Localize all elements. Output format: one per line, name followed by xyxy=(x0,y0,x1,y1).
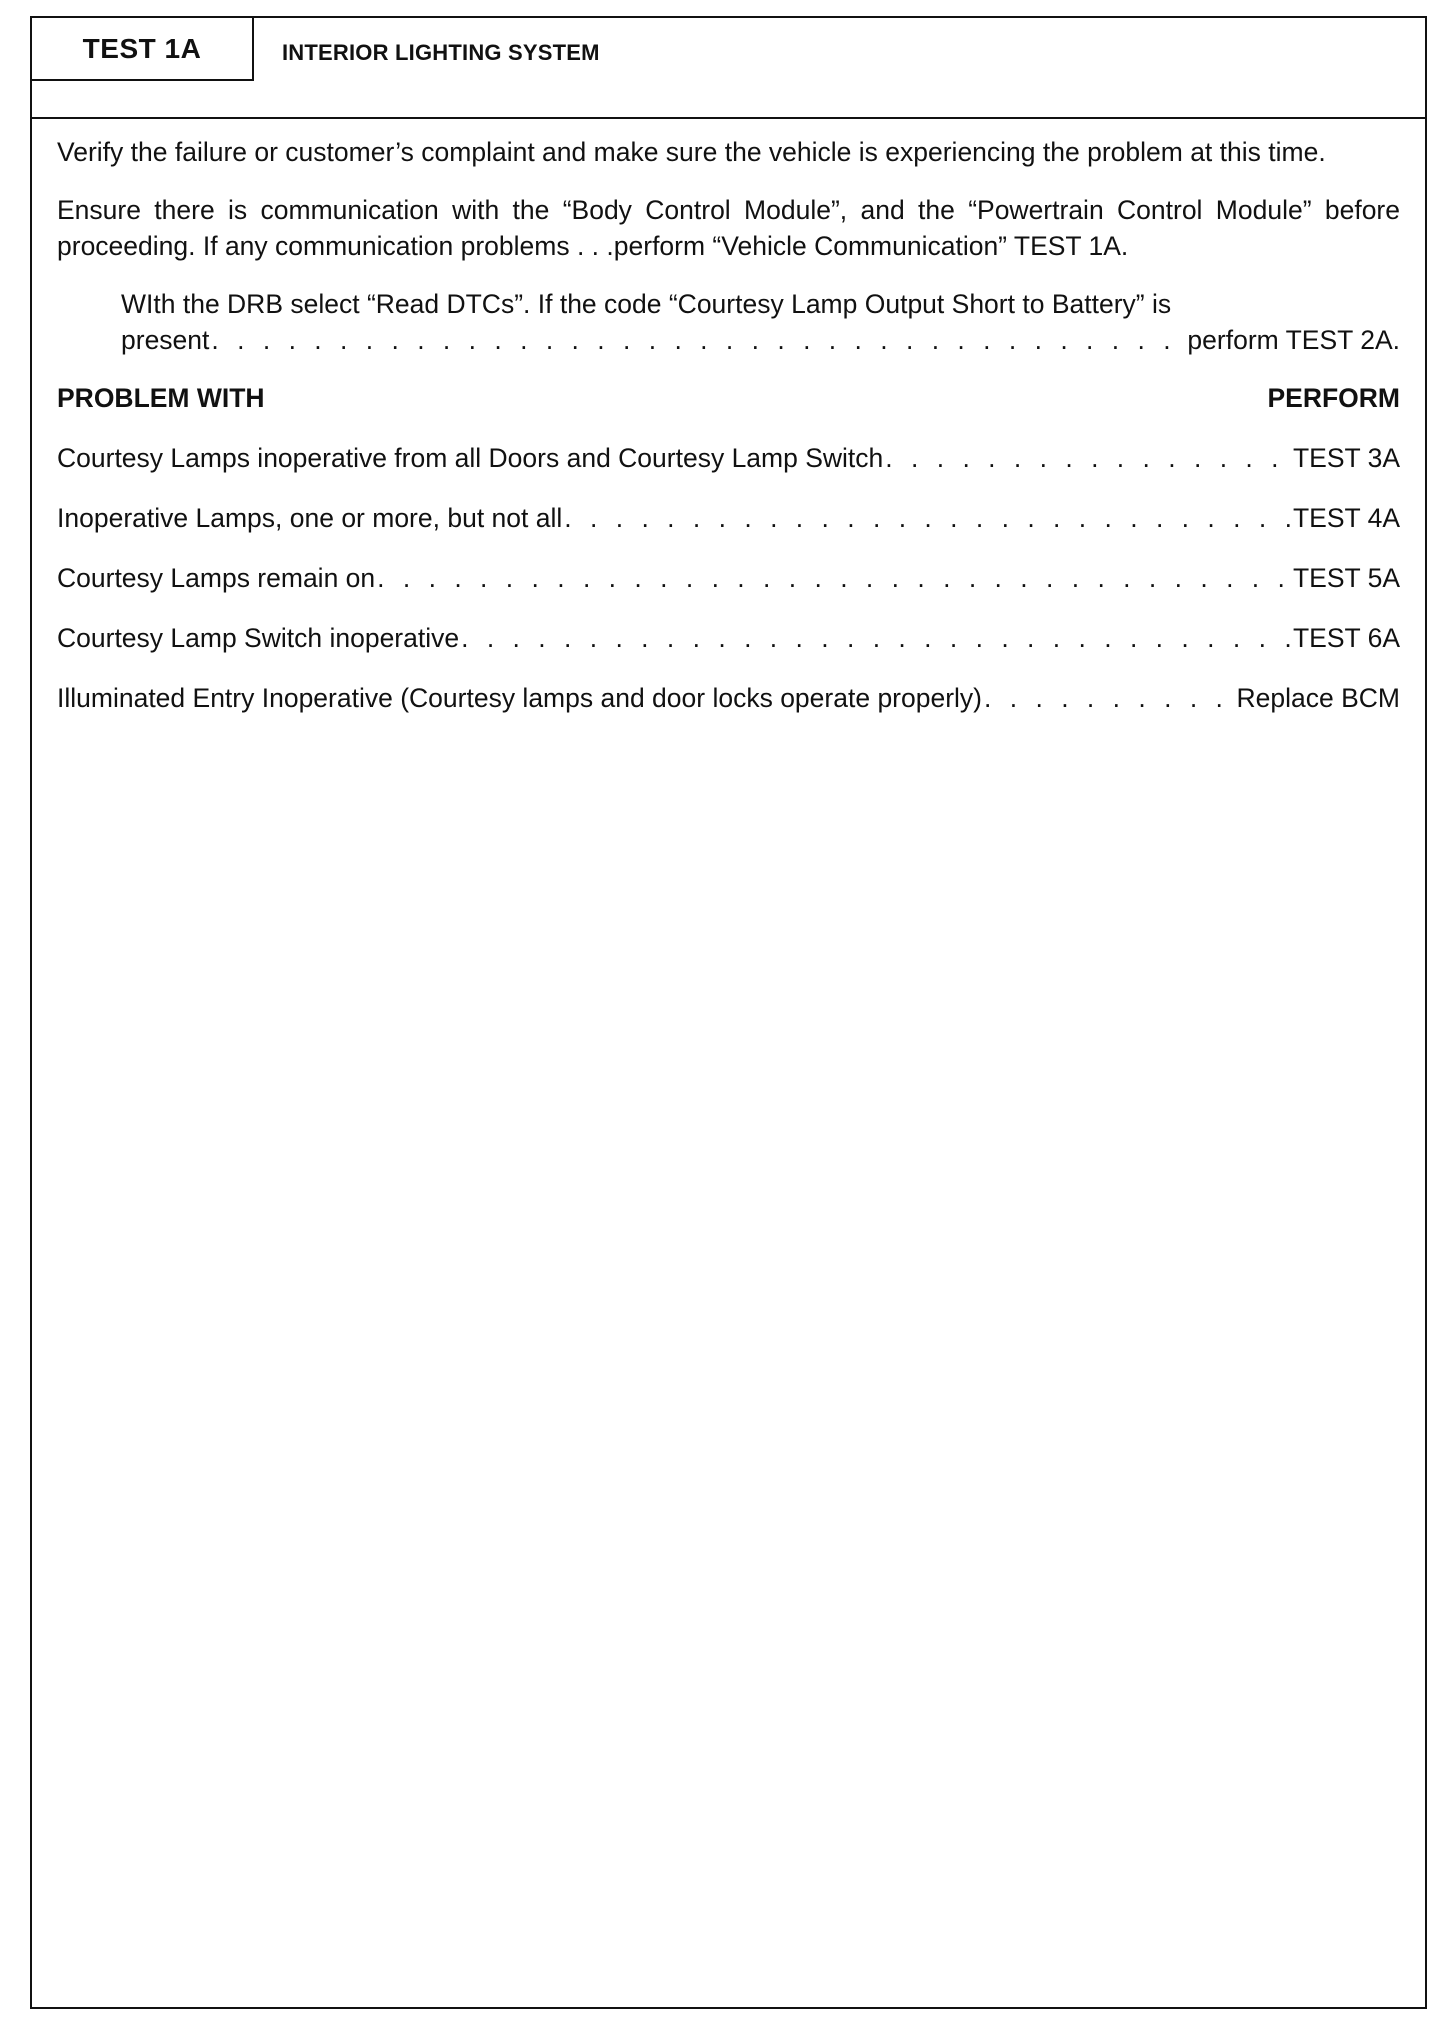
perform-text: TEST 5A xyxy=(1292,563,1400,593)
page-title: INTERIOR LIGHTING SYSTEM xyxy=(282,40,600,65)
column-header-problem: PROBLEM WITH xyxy=(57,383,265,413)
leader-dots xyxy=(984,680,1235,716)
drb-instruction-leader xyxy=(121,322,1400,358)
problem-table xyxy=(57,440,1400,716)
intro-paragraph-verify: Verify the failure or customer’s complaint and make sure the vehicle is experiencing the problem at this time. xyxy=(57,137,1326,167)
table-row xyxy=(57,620,1400,656)
perform-text: Replace BCM xyxy=(1236,683,1400,713)
leader-dots xyxy=(211,322,1185,358)
table-row xyxy=(57,680,1400,716)
drb-result-text: perform TEST 2A. xyxy=(1187,325,1400,355)
drb-instruction-text: WIth the DRB select “Read DTCs”. If the code “Courtesy Lamp Output Short to Battery” is xyxy=(121,289,1172,319)
perform-text: TEST 6A xyxy=(1292,623,1400,653)
problem-text: Inoperative Lamps, one or more, but not all xyxy=(57,503,563,533)
table-row xyxy=(57,440,1400,476)
test-number-label: TEST 1A xyxy=(32,18,254,81)
leader-dots xyxy=(885,440,1291,476)
leader-dots xyxy=(564,500,1291,536)
problem-text: Illuminated Entry Inoperative (Courtesy lamps and door locks operate properly) xyxy=(57,683,983,713)
leader-dots xyxy=(377,560,1291,596)
drb-instruction xyxy=(121,286,1400,358)
page-header xyxy=(32,18,1425,119)
table-row xyxy=(57,560,1400,596)
perform-text: TEST 4A xyxy=(1292,503,1400,533)
column-header-perform: PERFORM xyxy=(1267,383,1400,413)
drb-present-text: present xyxy=(121,325,210,355)
problem-text: Courtesy Lamp Switch inoperative xyxy=(57,623,460,653)
perform-text: TEST 3A xyxy=(1292,443,1400,473)
document-body xyxy=(57,134,1400,740)
problem-text: Courtesy Lamps remain on xyxy=(57,563,376,593)
page-frame xyxy=(30,16,1427,2009)
intro-paragraph-communication: Ensure there is communication with the “Body Control Module”, and the “Powertrain Control Module” before proceeding. If any communication problems . . .perform “Vehicle Communication” TEST 1A. xyxy=(57,195,1400,261)
table-header xyxy=(57,380,1400,416)
leader-dots xyxy=(461,620,1291,656)
table-row xyxy=(57,500,1400,536)
problem-text: Courtesy Lamps inoperative from all Doors and Courtesy Lamp Switch xyxy=(57,443,884,473)
